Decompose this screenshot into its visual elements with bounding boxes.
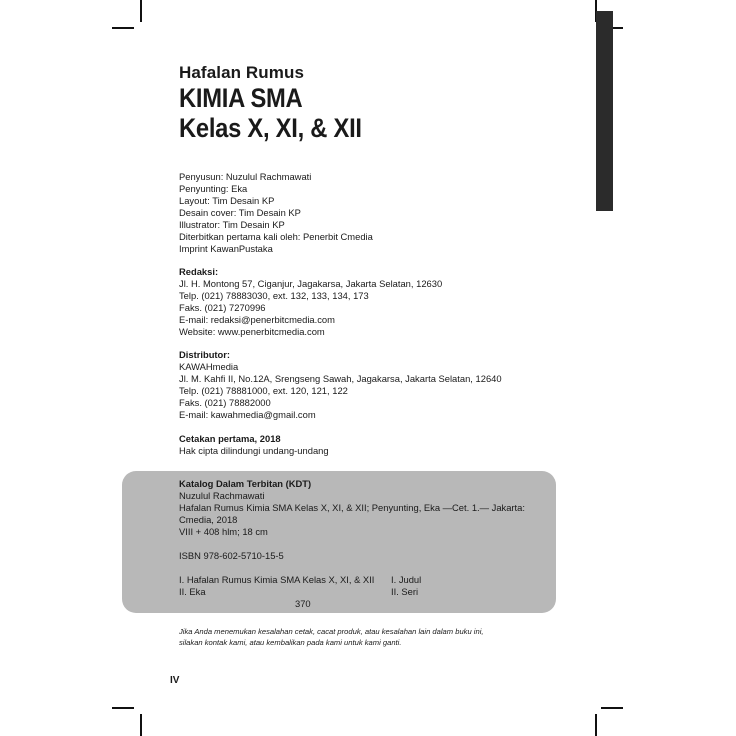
footer-note (179, 626, 484, 648)
chapter-side-tab (596, 11, 613, 211)
distributor-name: KAWAHmedia (179, 361, 239, 372)
book-title-block (179, 63, 387, 143)
kdt-subject-1-left: I. Hafalan Rumus Kimia SMA Kelas X, XI, & XII (179, 574, 375, 585)
crop-mark-bottom-right-horizontal (601, 707, 623, 709)
kdt-description-line-2: Cmedia, 2018 (179, 514, 238, 525)
redaksi-address: Jl. H. Montong 57, Ciganjur, Jagakarsa, Jakarta Selatan, 12630 (179, 278, 443, 289)
redaksi-fax: Faks. (021) 7270996 (179, 302, 266, 313)
redaksi-email: E-mail: redaksi@penerbitcmedia.com (179, 314, 335, 325)
page-number: IV (170, 675, 180, 686)
kdt-subject-2-right: II. Seri (391, 586, 419, 597)
kdt-heading: Katalog Dalam Terbitan (KDT) (179, 478, 312, 489)
distributor-fax: Faks. (021) 78882000 (179, 397, 271, 408)
footer-note-line-1: Jika Anda menemukan kesalahan cetak, cacat produk, atau kesalahan lain dalam buku ini, (179, 627, 484, 636)
kdt-subject-1-right: I. Judul (391, 574, 422, 585)
kdt-content (179, 478, 544, 610)
kdt-subject-row-2 (179, 586, 544, 598)
distributor-block (179, 349, 502, 421)
credit-author: Penyusun: Nuzulul Rachmawati (179, 171, 312, 182)
edition-heading: Cetakan pertama, 2018 (179, 433, 281, 444)
crop-mark-bottom-left-horizontal (112, 707, 134, 709)
crop-mark-bottom-right-vertical (595, 714, 597, 736)
crop-mark-bottom-left-vertical (140, 714, 142, 736)
distributor-email: E-mail: kawahmedia@gmail.com (179, 409, 316, 420)
redaksi-heading: Redaksi: (179, 266, 219, 277)
credit-editor: Penyunting: Eka (179, 183, 248, 194)
redaksi-block (179, 266, 442, 338)
kdt-classification: 370 (295, 598, 311, 609)
distributor-address: Jl. M. Kahfi II, No.12A, Srengseng Sawah, Jagakarsa, Jakarta Selatan, 12640 (179, 373, 502, 384)
crop-mark-top-left-horizontal (112, 27, 134, 29)
footer-note-line-2: silakan kontak kami, atau kembalikan pada kami untuk kami ganti. (179, 638, 402, 647)
book-title-line-1: KIMIA SMA (179, 83, 303, 113)
crop-mark-top-left-vertical (140, 0, 142, 22)
edition-block (179, 433, 329, 457)
credit-layout: Layout: Tim Desain KP (179, 195, 275, 206)
credits-block (179, 171, 373, 255)
redaksi-phone: Telp. (021) 78883030, ext. 132, 133, 134, 173 (179, 290, 369, 301)
credit-cover-design: Desain cover: Tim Desain KP (179, 207, 301, 218)
redaksi-website: Website: www.penerbitcmedia.com (179, 326, 325, 337)
distributor-heading: Distributor: (179, 349, 231, 360)
copyright-notice: Hak cipta dilindungi undang-undang (179, 445, 329, 456)
book-title-line-2: Kelas X, XI, & XII (179, 113, 362, 143)
kdt-description-line-1: Hafalan Rumus Kimia SMA Kelas X, XI, & XII; Penyunting, Eka —Cet. 1.— Jakarta: (179, 502, 525, 513)
kdt-subject-2-left: II. Eka (179, 586, 206, 597)
book-subtitle: Hafalan Rumus (179, 63, 305, 82)
credit-illustrator: Illustrator: Tim Desain KP (179, 219, 285, 230)
distributor-phone: Telp. (021) 78881000, ext. 120, 121, 122 (179, 385, 348, 396)
kdt-subject-row-1 (179, 574, 544, 586)
kdt-author: Nuzulul Rachmawati (179, 490, 265, 501)
kdt-isbn: ISBN 978-602-5710-15-5 (179, 550, 284, 561)
credit-imprint: Imprint KawanPustaka (179, 243, 273, 254)
kdt-classification-row (179, 598, 544, 610)
credit-publisher: Diterbitkan pertama kali oleh: Penerbit Cmedia (179, 231, 373, 242)
kdt-physical-description: VIII + 408 hlm; 18 cm (179, 526, 268, 537)
